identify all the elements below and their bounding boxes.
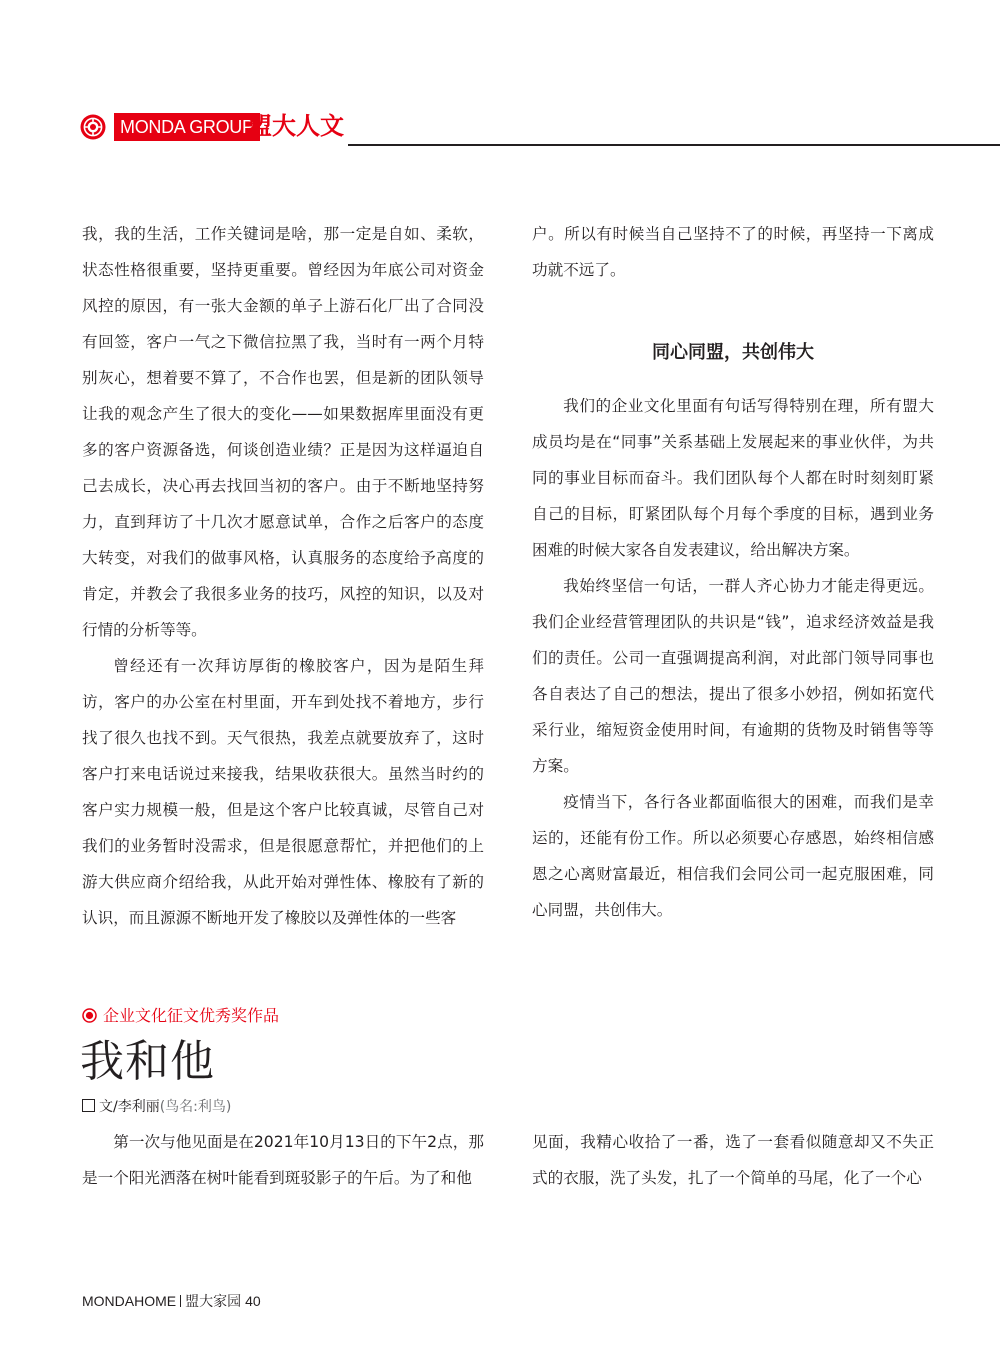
award-text: 企业文化征文优秀奖作品 <box>103 1006 280 1025</box>
article1-right-column <box>532 216 934 928</box>
brand-label: MONDA GROUP <box>114 113 260 141</box>
author-alias: (鸟名:利鸟) <box>159 1099 232 1115</box>
article1-paragraph-4: 我始终坚信一句话，一群人齐心协力才能走得更远。我们企业经营管理团队的共识是“钱”，追求经济效益是我们的责任。公司一直强调提高利润，对此部门领导同事也各自表达了自己的想法，提出了很多小妙招，例如拓宽代采行业，缩短资金使用时间，有逾期的货物及时销售等等方案。 <box>532 577 934 775</box>
award-label <box>82 1003 279 1029</box>
article1-paragraph-continued: 户。所以有时候当自己坚持不了的时候，再坚持一下离成功就不远了。 <box>532 225 934 279</box>
article2-paragraph-1: 第一次与他见面是在2021年10月13日的下午2点，那是一个阳光洒落在树叶能看到斑驳影子的午后。为了和他 <box>82 1133 484 1187</box>
page-header <box>80 110 1000 144</box>
article2-paragraph-continued: 见面，我精心收拾了一番，选了一套看似随意却又不失正式的衣服，洗了头发，扎了一个简单的马尾，化了一个心 <box>532 1133 934 1187</box>
section-title: 盟大人文 <box>248 112 344 140</box>
magazine-name-en: MONDAHOME <box>82 1293 177 1309</box>
article2-right-column <box>532 1124 934 1196</box>
magazine-name-cn: 盟大家园 <box>185 1294 242 1310</box>
page-number: 40 <box>245 1293 261 1309</box>
article1-paragraph-1: 我，我的生活，工作关键词是啥，那一定是自如、柔软，状态性格很重要，坚持更重要。曾经因为年底公司对资金风控的原因，有一张大金额的单子上游石化厂出了合同没有回签，客户一气之下微信拉黑了我，当时有一两个月特别灰心，想着要不算了，不合作也罢，但是新的团队领导让我的观念产生了很大的变化——如果数据库里面没有更多的客户资源备选，何谈创造业绩？正是因为这样逼迫自己去成长，决心再去找回当初的客户。由于不断地坚持努力，直到拜访了十几次才愿意试单，合作之后客户的态度大转变，对我们的做事风格，认真服务的态度给予高度的肯定，并教会了我很多业务的技巧，风控的知识，以及对行情的分析等等。 <box>82 225 484 639</box>
article1-subheading: 同心同盟，共创伟大 <box>652 342 814 363</box>
footer-divider <box>180 1295 181 1307</box>
square-bullet-icon <box>82 1099 95 1112</box>
article1-left-column <box>82 216 484 936</box>
article1-paragraph-2: 曾经还有一次拜访厚街的橡胶客户，因为是陌生拜访，客户的办公室在村里面，开车到处找不着地方，步行找了很久也找不到。天气很热，我差点就要放弃了，这时客户打来电话说过来接我，结果收获很大。虽然当时约的客户实力规模一般，但是这个客户比较真诚，尽管自己对我们的业务暂时没需求，但是很愿意帮忙，并把他们的上游大供应商介绍给我，从此开始对弹性体、橡胶有了新的认识，而且源源不断地开发了橡胶以及弹性体的一些客 <box>82 657 484 927</box>
article1-paragraph-5: 疫情当下，各行各业都面临很大的困难，而我们是幸运的，还能有份工作。所以必须要心存感恩，始终相信感恩之心离财富最近，相信我们会同公司一起克服困难，同心同盟，共创伟大。 <box>532 793 934 919</box>
author-name: 文/李利丽 <box>99 1099 160 1115</box>
article2-title: 我和他 <box>80 1036 215 1087</box>
header-rule <box>348 144 1000 146</box>
article2-left-column <box>82 1124 484 1196</box>
target-bullet-icon <box>82 1008 97 1023</box>
monda-logo-icon <box>80 114 106 140</box>
article2-byline <box>82 1096 231 1118</box>
article1-paragraph-3: 我们的企业文化里面有句话写得特别在理，所有盟大成员均是在“同事”关系基础上发展起来的事业伙伴，为共同的事业目标而奋斗。我们团队每个人都在时时刻刻盯紧自己的目标，盯紧团队每个月每个季度的目标，遇到业务困难的时候大家各自发表建议，给出解决方案。 <box>532 397 934 559</box>
page-footer <box>82 1290 261 1312</box>
